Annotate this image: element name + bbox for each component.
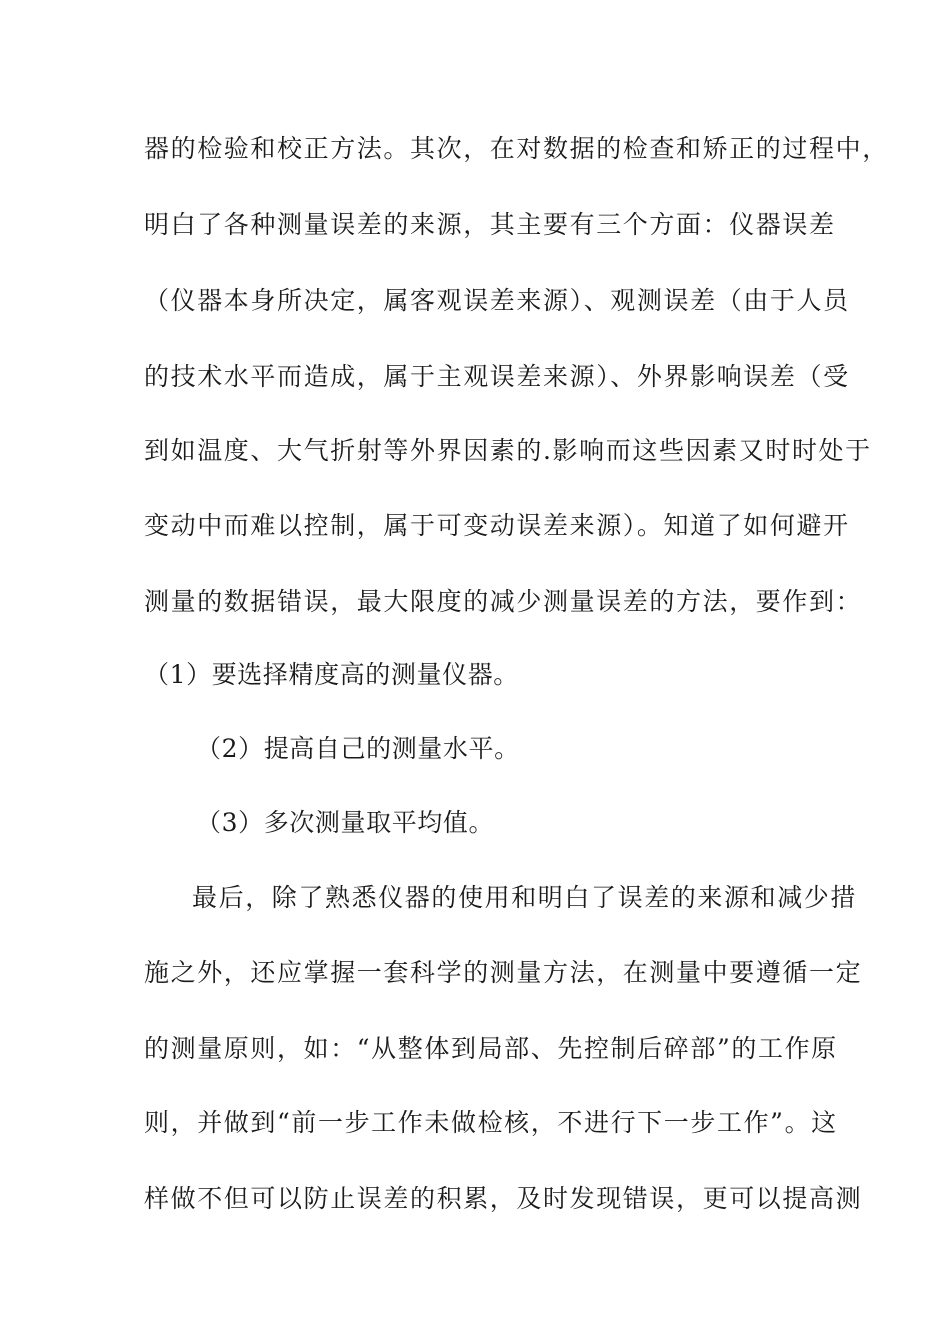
text-line: 到如温度、大气折射等外界因素的.影响而这些因素又时时处于 bbox=[144, 436, 872, 465]
list-item-2: （2）提高自己的测量水平。 bbox=[196, 734, 520, 763]
list-item-1: （1）要选择精度高的测量仪器。 bbox=[144, 660, 519, 689]
text-line: 施之外，还应掌握一套科学的测量方法，在测量中要遵循一定 bbox=[144, 958, 863, 987]
text-line: 器的检验和校正方法。其次，在对数据的检查和矫正的过程中， bbox=[144, 134, 889, 163]
text-line: 变动中而难以控制，属于可变动误差来源）。知道了如何避开 bbox=[144, 511, 850, 540]
text-line: 明白了各种测量误差的来源，其主要有三个方面：仪器误差 bbox=[144, 210, 836, 239]
text-line: 的测量原则，如：“从整体到局部、先控制后碎部”的工作原 bbox=[144, 1034, 838, 1063]
text-line: 测量的数据错误，最大限度的减少测量误差的方法，要作到： bbox=[144, 587, 863, 616]
text-line: 样做不但可以防止误差的积累，及时发现错误，更可以提高测 bbox=[144, 1184, 863, 1213]
paragraph-start-line: 最后，除了熟悉仪器的使用和明白了误差的来源和减少措 bbox=[192, 883, 858, 912]
text-line: 的技术水平而造成，属于主观误差来源）、外界影响误差（受 bbox=[144, 362, 850, 391]
text-line: 则，并做到“前一步工作未做检核，不进行下一步工作”。这 bbox=[144, 1108, 838, 1137]
text-line: （仪器本身所决定，属客观误差来源）、观测误差（由于人员 bbox=[144, 286, 850, 315]
list-item-3: （3）多次测量取平均值。 bbox=[196, 808, 495, 837]
